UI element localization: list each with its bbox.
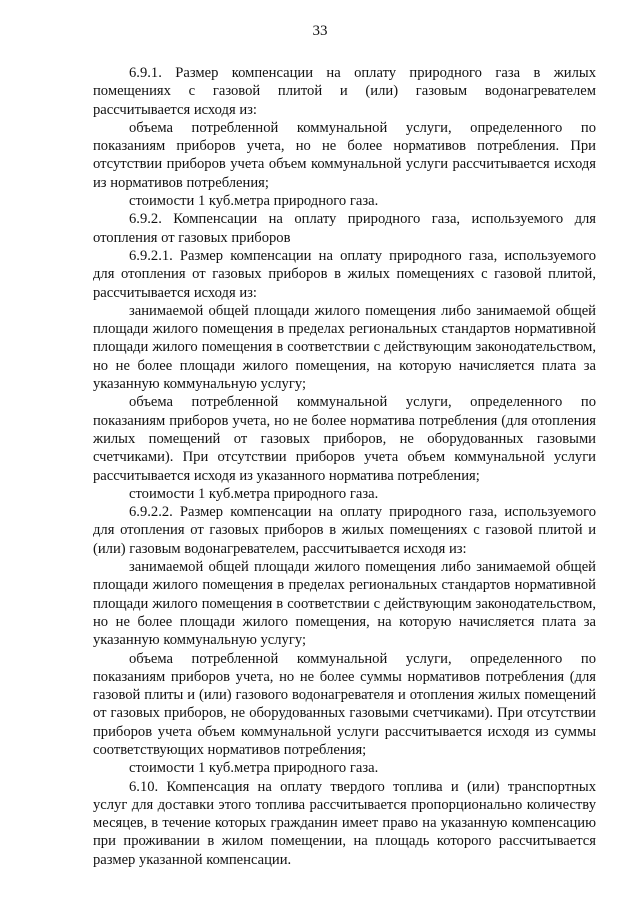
paragraph-6-9-2: 6.9.2. Компенсации на оплату природного газа, используемого для отопления от газовых приборов	[93, 211, 596, 246]
paragraph-6-10: 6.10. Компенсация на оплату твердого топлива и (или) транспортных услуг для доставки этого топлива рассчитывается пропорционально количеству месяцев, в течение которых гражданин имеет право на указанную компенсацию при проживании в жилом помещении, на площадь которого рассчитывается размер указанной компенсации.	[93, 778, 596, 868]
paragraph: стоимости 1 куб.метра природного газа.	[129, 760, 379, 777]
paragraph-6-9-2-2: 6.9.2.2. Размер компенсации на оплату природного газа, используемого для отопления от газовых приборов в жилых помещениях с газовой плитой и (или) газовым водонагревателем, рассчитывается исходя из:	[93, 504, 596, 557]
paragraph-6-9-2-1: 6.9.2.1. Размер компенсации на оплату природного газа, используемого для отопления от газовых приборов в жилых помещениях с газовой плитой, рассчитывается исходя из:	[93, 247, 596, 301]
paragraph: объема потребленной коммунальной услуги, определенного по показаниям приборов учета, но не более нормативов потребления. При отсутствии приборов учета объем коммунальной услуги рассчитывается исходя из нормативов потребления;	[93, 119, 596, 191]
paragraph: объема потребленной коммунальной услуги, определенного по показаниям приборов учета, но не более суммы нормативов потребления (для газовой плиты и (или) газового водонагревателя и отопления жилых помещений от газовых приборов, не оборудованных газовыми счетчиками). При отсутствии приборов учета объем коммунальной услуги рассчитывается исходя из суммы соответствующих нормативов потребления;	[93, 650, 596, 758]
document-body	[93, 64, 596, 869]
paragraph: занимаемой общей площади жилого помещения либо занимаемой общей площади жилого помещения в пределах региональных стандартов нормативной площади жилого помещения в соответствии с действующим законодательством, но не более площади жилого помещения, на которую начисляется плата за указанную коммунальную услугу;	[93, 559, 596, 649]
paragraph: объема потребленной коммунальной услуги, определенного по показаниям приборов учета, но не более норматива потребления (для отопления жилых помещений от газовых приборов, не оборудованных газовыми счетчиками). При отсутствии приборов учета объем коммунальной услуги рассчитывается исходя из указанного норматива потребления;	[93, 394, 596, 484]
page-number: 33	[312, 23, 328, 39]
paragraph: стоимости 1 куб.метра природного газа.	[129, 485, 379, 502]
paragraph: занимаемой общей площади жилого помещения либо занимаемой общей площади жилого помещения в пределах региональных стандартов нормативной площади жилого помещения в соответствии с действующим законодательством, но не более площади жилого помещения, на которую начисляется плата за указанную коммунальную услугу;	[93, 302, 596, 393]
paragraph: стоимости 1 куб.метра природного газа.	[129, 193, 379, 210]
paragraph-6-9-1: 6.9.1. Размер компенсации на оплату природного газа в жилых помещениях с газовой плитой и (или) газовым водонагревателем рассчитывается исходя из:	[93, 65, 596, 118]
